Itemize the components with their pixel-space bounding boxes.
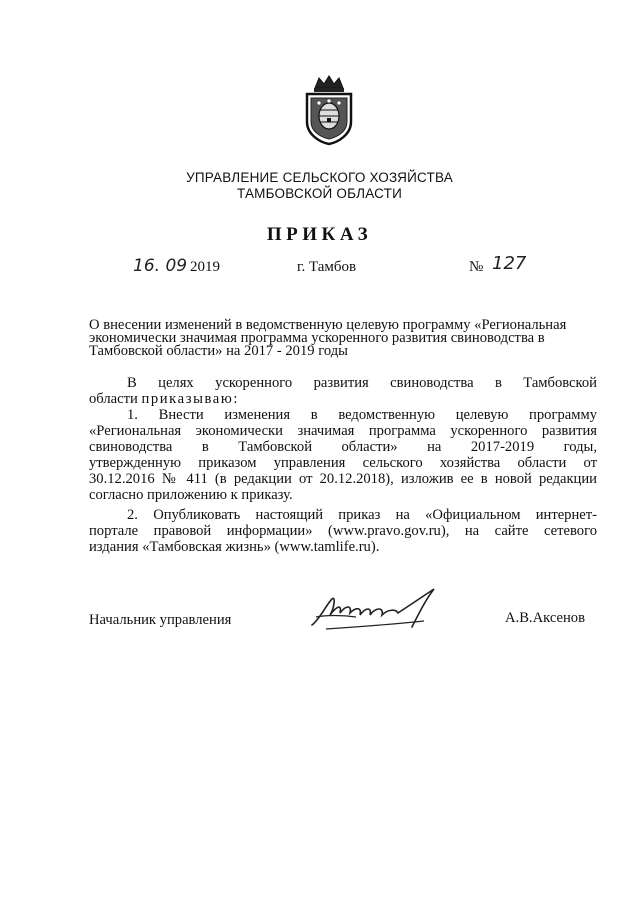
item1-line-3: свиноводства в Тамбовской области» на 2017-2019 годы, xyxy=(89,439,597,455)
agency-name-line1: УПРАВЛЕНИЕ СЕЛЬСКОГО ХОЗЯЙСТВА xyxy=(186,170,453,185)
agency-name-line2: ТАМБОВСКОЙ ОБЛАСТИ xyxy=(236,186,402,201)
item1-line-5: 30.12.2016 № 411 (в редакции от 20.12.2018), изложив ее в новой редакции xyxy=(89,471,597,487)
intro-line-1: В целях ускоренного развития свиноводства в Тамбовской xyxy=(127,375,597,391)
number-label: № xyxy=(469,259,484,275)
item1-line-1: 1. Внести изменения в ведомственную целевую программу xyxy=(127,407,597,423)
subject-line-2: экономически значимая программа ускоренного развития свиноводства в xyxy=(89,330,545,346)
document-type: ПРИКАЗ xyxy=(266,224,373,245)
order-word: приказываю: xyxy=(141,391,240,407)
item1-line-2: «Региональная экономически значимая программа ускоренного развития xyxy=(89,423,597,439)
handwritten-signature xyxy=(306,575,456,635)
signatory-name: А.В.Аксенов xyxy=(505,610,585,626)
city: г. Тамбов xyxy=(297,259,357,275)
signatory-position: Начальник управления xyxy=(89,612,232,628)
subject-line-3: Тамбовской области» на 2017 - 2019 годы xyxy=(89,343,348,359)
item1-line-4: утвержденную приказом управления сельского хозяйства области от xyxy=(89,455,597,471)
number-handwritten: 127 xyxy=(492,253,527,274)
item2-line-1: 2. Опубликовать настоящий приказ на «Официальном интернет- xyxy=(127,507,597,523)
intro-line-2 xyxy=(89,391,597,407)
item1-line-6: согласно приложению к приказу. xyxy=(89,487,293,503)
date-year: 2019 xyxy=(190,259,220,275)
date-handwritten: 16. 09 xyxy=(133,256,188,276)
subject-line-1: О внесении изменений в ведомственную целевую программу «Региональная xyxy=(89,317,567,333)
item2-line-2: портале правовой информации» (www.pravo.gov.ru), на сайте сетевого xyxy=(89,523,597,539)
intro-line-2-prefix: области xyxy=(89,391,142,407)
coat-of-arms-icon xyxy=(297,74,361,146)
item2-line-3: издания «Тамбовская жизнь» (www.tamlife.ru). xyxy=(89,539,380,555)
